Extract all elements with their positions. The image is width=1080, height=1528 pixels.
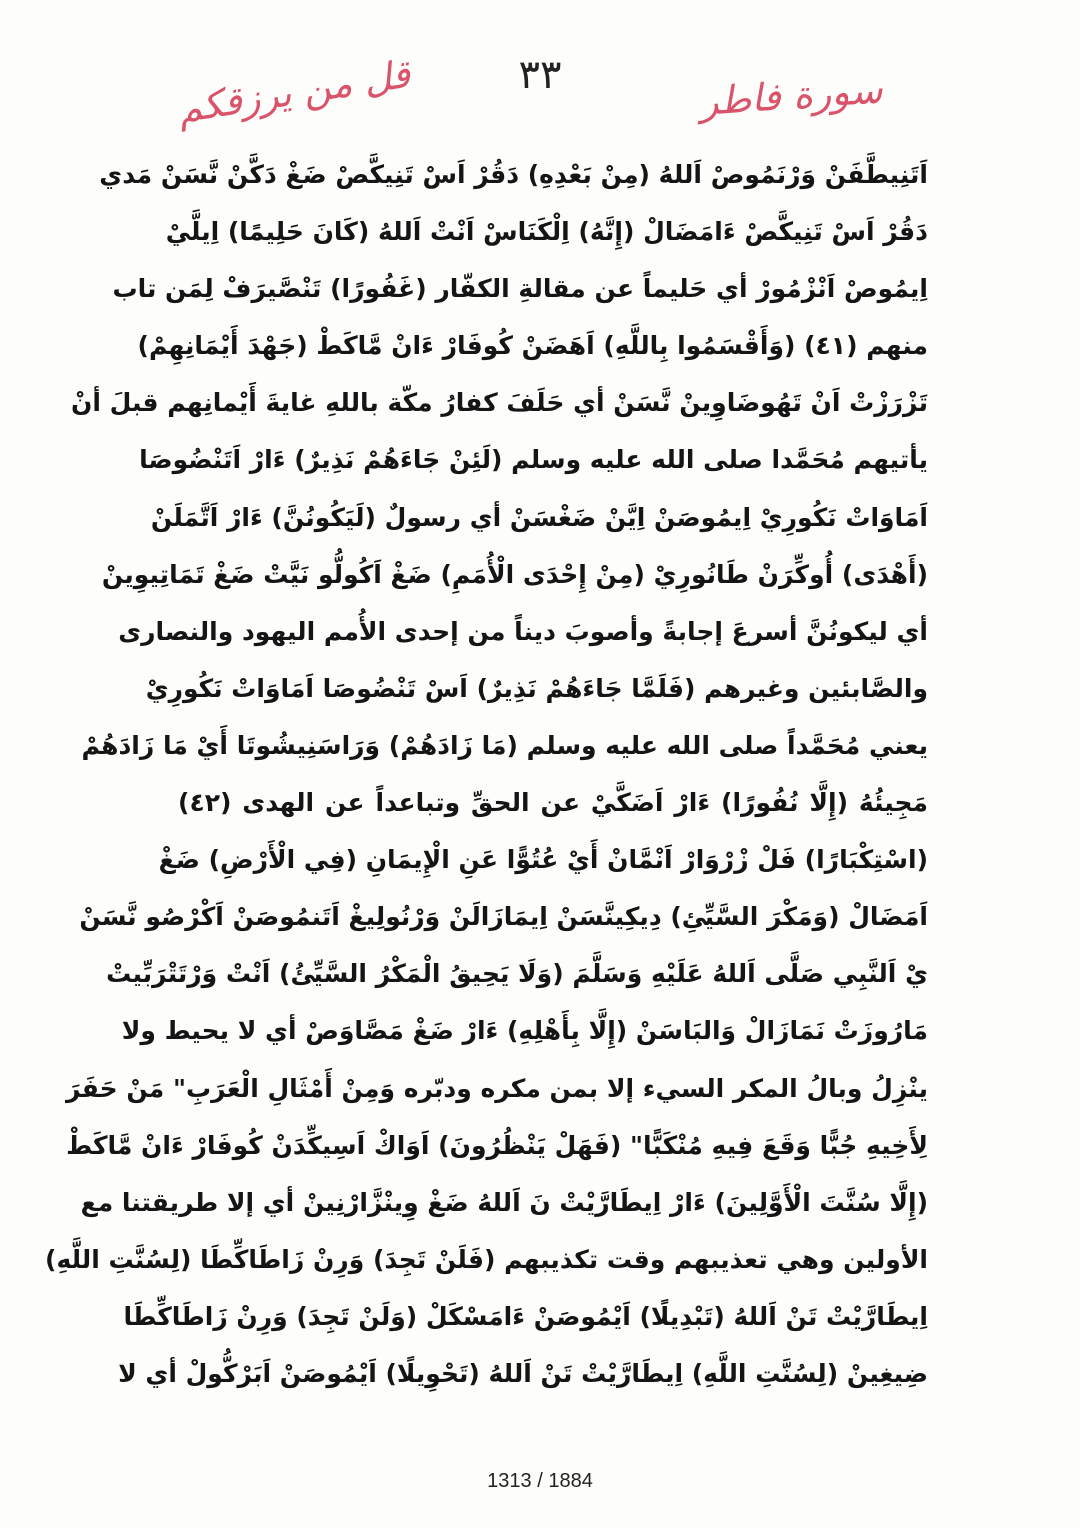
text-line: اِيطَارَّيْتْ تَنْ اَللهُ (تَبْدِيلًا) اَيْمُوصَنْ ءَامَسْكَلْ (وَلَنْ تَجِدَ) وَرِنْ زَاطَاكِّطَا bbox=[123, 1301, 928, 1331]
text-line: اَمَاوَاتْ نَكُورِيْ اِيمُوصَنْ اِيَّنْ ضَغْسَنْ أي رسولٌ (لَيَكُونُنَّ) ءَارْ اَتَّمَلَنْ bbox=[150, 502, 928, 532]
text-line: يأتيهم مُحَمَّدا صلى الله عليه وسلم (لَئِنْ جَاءَهُمْ نَذِيرٌ) ءَارْ اَتَنْضُوصَا bbox=[139, 445, 928, 475]
text-line: اِيمُوصْ اَنْزْمُورْ أي حَليماً عن مقالةِ الكفّار (غَفُورًا) تَنْصَّيرَفْ لِمَن تاب bbox=[112, 274, 928, 304]
text-line: (اسْتِكْبَارًا) فَلْ زْرْوَارْ اَنْمَّانْ أَيْ عُتُوًّا عَنِ الْإِيمَانِ (فِي الْأَرْضِ) ضَغْ bbox=[158, 845, 928, 875]
handwritten-note-right: سورة فاطر bbox=[698, 67, 884, 124]
text-line: أي ليكونُنَّ أسرعَ إجابةً وأصوبَ ديناً من إحدى الأُمم اليهود والنصارى bbox=[118, 616, 928, 646]
text-line: لِأَخِيهِ جُبًّا وَقَعَ فِيهِ مُنْكَبًّا" (فَهَلْ يَنْظُرُونَ) اَوَاكْ اَسِيكِّدَنْ كُوفَارْ ءَانْ مَّاكَطْ bbox=[66, 1130, 928, 1160]
text-line: مَجِيئُهُ (إِلَّا نُفُورًا) ءَارْ اَضَكَّيْ عن الحقِّ وتباعداً عن الهدى (٤٢) bbox=[178, 788, 928, 818]
text-line: منهم (٤١) (وَأَقْسَمُوا بِاللَّهِ) اَهَضَنْ كُوفَارْ ءَانْ مَّاكَطْ (جَهْدَ أَيْمَانِهِمْ) bbox=[137, 331, 928, 361]
text-line: ضِيغِينْ (لِسُنَّتِ اللَّهِ) اِيطَارَّيْتْ تَنْ اَللهُ (تَحْوِيلًا) اَيْمُوصَنْ اَبَرْكُّولْ أي لا bbox=[118, 1358, 928, 1388]
text-line: اَمَضَالْ (وَمَكْرَ السَّيِّئِ) دِيكِينَّسَنْ اِيمَازَالَنْ وَرْنُولِيغْ اَتَنمُوصَنْ اَكْرْصُو نَّسَنْ bbox=[79, 902, 928, 932]
text-line: يْ اَلنَّبِي صَلَّى اَللهُ عَلَيْهِ وَسَلَّمَ (وَلَا يَحِيقُ الْمَكْرُ السَّيِّئُ) اَنْتْ وَرْتَتْرَبِّيتْ bbox=[106, 959, 928, 989]
text-block bbox=[45, 146, 928, 1402]
text-line: مَارُوزَتْ نَمَازَالْ وَالبَاسَنْ (إِلَّا بِأَهْلِهِ) ءَارْ ضَغْ مَصَّاوَصْ أي لا يحيط ولا bbox=[121, 1016, 928, 1046]
handwritten-note-left: قل من يرزقكم bbox=[174, 51, 414, 132]
text-line: اَتَنِيطَّفَنْ وَرْنَمُوصْ اَللهُ (مِنْ بَعْدِهِ) دَقُرْ اَسْ تَنِيكَّصْ ضَغْ دَكَّنْ نَّسَنْ مَدي bbox=[99, 160, 928, 189]
text-line: (أَهْدَى) أُوكِّرَنْ طَانُورِيْ (مِنْ إِحْدَى الْأُمَمِ) ضَغْ اَكُولُّو نَيَّتْ ضَغْ تَمَاتِيوِينْ bbox=[101, 559, 928, 589]
text-line: تَزْرَزْتْ اَنْ تَهُوضَاوِينْ نَّسَنْ أي حَلَفَ كفارُ مكّة باللهِ غايةَ أَيْمانِهم قبلَ أنْ bbox=[71, 388, 928, 418]
text-line: (إِلَّا سُنَّتَ الْأَوَّلِينَ) ءَارْ اِيطَارَّيْتْ نَ اَللهُ ضَغْ وِينْزَّارْنِينْ أي إلا طريقتنا مع bbox=[80, 1187, 928, 1217]
text-line: دَقُرْ اَسْ تَنِيكَّصْ ءَامَضَالْ (إِنَّهُ) اِلْكَنَاسْ اَنْتْ اَللهُ (كَانَ حَلِيمًا) اِيلَّيْ bbox=[165, 217, 928, 247]
text-line: والصَّابئين وغيرهم (فَلَمَّا جَاءَهُمْ نَذِيرٌ) اَسْ تَنْضُوصَا اَمَاوَاتْ نَكُورِيْ bbox=[145, 673, 928, 703]
text-line: يعني مُحَمَّداً صلى الله عليه وسلم (مَا زَادَهُمْ) وَرَاسَنِيشُوتَا أَيْ مَا زَادَهُمْ bbox=[81, 730, 928, 760]
page-number: ٣٣ bbox=[518, 52, 562, 98]
text-line: الأولين وهي تعذيبهم وقت تكذيبهم (فَلَنْ تَجِدَ) وَرِنْ زَاطَاكِّطَا (لِسُنَّتِ اللَّهِ) bbox=[45, 1244, 928, 1274]
text-line: ينْزِلُ وبالُ المكر السيء إلا بمن مكره ودبّره وَمِنْ أَمْثَالِ الْعَرَبِ" مَنْ حَفَرَ bbox=[66, 1073, 928, 1103]
page-counter: 1313 / 1884 bbox=[487, 1470, 593, 1492]
